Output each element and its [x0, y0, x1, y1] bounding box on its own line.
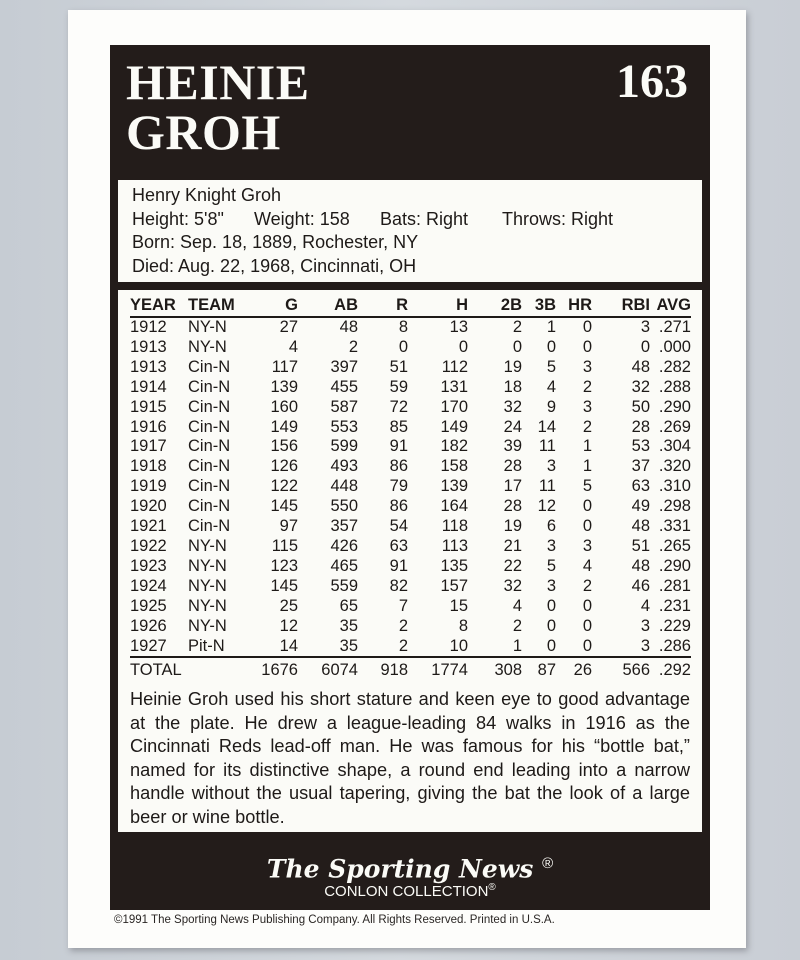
stats-row [130, 517, 691, 537]
total-hr: 26 [556, 657, 592, 682]
conlon-collection [110, 879, 710, 901]
cell-2b: 2 [512, 318, 522, 336]
cell-rbi: 4 [640, 596, 650, 615]
cell-year: 1913 [130, 357, 167, 376]
cell-2b: 4 [512, 596, 522, 615]
cell-g: 12 [279, 616, 298, 635]
col-avg: AVG [650, 294, 691, 317]
stats-body [130, 317, 691, 657]
cell-ab: 493 [330, 457, 358, 476]
cell-3b: 0 [546, 337, 556, 356]
cell-year: 1926 [130, 616, 167, 635]
cell-r: 51 [389, 357, 408, 376]
cell-g: 122 [270, 477, 298, 496]
cell-year: 1919 [130, 477, 167, 496]
stats-row [130, 597, 691, 617]
cell-g: 115 [271, 536, 298, 555]
cell-g: 4 [288, 337, 298, 356]
throws: Throws: Right [502, 208, 614, 229]
cell-hr: 1 [582, 457, 592, 476]
cell-team: NY-N [188, 596, 227, 615]
cell-g: 97 [279, 517, 298, 536]
cell-team: Cin-N [188, 497, 231, 516]
cell-r: 2 [398, 616, 408, 635]
cell-r: 85 [389, 417, 408, 436]
col-team: TEAM [188, 294, 250, 317]
cell-3b: 3 [546, 576, 556, 595]
cell-year: 1912 [130, 318, 167, 336]
cell-year: 1921 [130, 517, 167, 536]
cell-team: Pit-N [188, 636, 225, 655]
cell-hr: 2 [582, 417, 592, 436]
cell-2b: 0 [512, 337, 522, 356]
cell-team: NY-N [188, 536, 227, 555]
cell-team: Cin-N [188, 397, 231, 416]
cell-team: Cin-N [188, 517, 231, 536]
cell-3b: 14 [537, 417, 556, 436]
stats-row [130, 338, 691, 358]
cell-3b: 5 [546, 357, 556, 376]
cell-h: 158 [440, 457, 468, 476]
cell-hr: 3 [582, 357, 592, 376]
player-first-name: HEINIE [126, 54, 310, 110]
cell-hr: 3 [582, 536, 592, 555]
cell-rbi: 53 [631, 437, 650, 456]
cell-3b: 11 [538, 437, 556, 456]
cell-r: 72 [389, 397, 408, 416]
cell-g: 25 [279, 596, 298, 615]
cell-r: 91 [389, 437, 408, 456]
stats-row [130, 457, 691, 477]
cell-avg: .229 [658, 616, 691, 635]
total-label: TOTAL [130, 657, 250, 682]
cell-rbi: 51 [631, 536, 650, 555]
col-hr: HR [556, 294, 592, 317]
cell-year: 1920 [130, 497, 167, 516]
cell-avg: .231 [658, 596, 691, 615]
cell-r: 86 [389, 497, 408, 516]
stats-row [130, 617, 691, 637]
cell-hr: 0 [582, 497, 592, 516]
cell-h: 182 [440, 437, 468, 456]
cell-3b: 12 [537, 497, 556, 516]
cell-ab: 553 [330, 417, 358, 436]
cell-r: 79 [389, 477, 408, 496]
cell-2b: 28 [503, 497, 522, 516]
cell-3b: 0 [546, 596, 556, 615]
cell-rbi: 28 [631, 417, 650, 436]
cell-h: 131 [440, 377, 468, 396]
stats-row [130, 637, 691, 658]
cell-h: 8 [458, 616, 468, 635]
total-r: 918 [358, 657, 408, 682]
cell-2b: 22 [503, 556, 522, 575]
stats-row [130, 577, 691, 597]
cell-ab: 65 [339, 596, 358, 615]
cell-2b: 19 [503, 517, 522, 536]
cell-3b: 5 [546, 556, 556, 575]
cell-hr: 0 [582, 337, 592, 356]
cell-team: Cin-N [188, 377, 231, 396]
cell-team: Cin-N [188, 437, 231, 456]
cell-ab: 559 [330, 576, 358, 595]
cell-g: 145 [270, 497, 298, 516]
cell-r: 0 [398, 337, 408, 356]
cell-hr: 2 [582, 377, 592, 396]
stats-table [130, 294, 691, 682]
cell-team: Cin-N [188, 457, 231, 476]
cell-year: 1927 [130, 636, 167, 655]
cell-h: 164 [440, 497, 468, 516]
cell-year: 1922 [130, 536, 167, 555]
cell-avg: .298 [658, 497, 691, 516]
career-blurb: Heinie Groh used his short stature and keen eye to good advantage at the plate. He drew a league-leading 84 walks in 1916 as the Cincinnati Reds lead-off man. He was famous for his “bottle bat,” named for its distinctive shape, a round end leading into a narrow handle without the usual tapering, giving the bat the look of a large beer or wine bottle. [130, 689, 690, 827]
cell-hr: 0 [582, 636, 592, 655]
cell-r: 82 [389, 576, 408, 595]
cell-avg: .286 [658, 636, 691, 655]
cell-ab: 35 [339, 636, 358, 655]
cell-h: 135 [440, 556, 468, 575]
registered-mark-icon: ® [542, 855, 554, 872]
collection-name: CONLON COLLECTION [324, 883, 489, 900]
cell-g: 117 [271, 357, 298, 376]
cell-year: 1918 [130, 457, 167, 476]
cell-2b: 21 [503, 536, 522, 555]
cell-ab: 426 [330, 536, 358, 555]
total-g: 1676 [250, 657, 298, 682]
cell-g: 126 [270, 457, 298, 476]
cell-ab: 48 [339, 318, 358, 336]
cell-year: 1925 [130, 596, 167, 615]
cell-team: Cin-N [188, 477, 231, 496]
cell-rbi: 0 [640, 337, 650, 356]
cell-g: 145 [270, 576, 298, 595]
cell-ab: 465 [330, 556, 358, 575]
cell-hr: 0 [582, 616, 592, 635]
cell-team: NY-N [188, 616, 227, 635]
card-number: 163 [616, 55, 688, 108]
cell-3b: 0 [546, 616, 556, 635]
stats-row [130, 477, 691, 497]
height: Height: 5'8" [132, 208, 224, 229]
cell-avg: .304 [658, 437, 691, 456]
cell-ab: 455 [330, 377, 358, 396]
cell-team: Cin-N [188, 357, 231, 376]
cell-ab: 599 [330, 437, 358, 456]
stats-row [130, 418, 691, 438]
cell-2b: 32 [503, 576, 522, 595]
total-avg: .292 [650, 657, 691, 682]
cell-avg: .290 [658, 556, 691, 575]
cell-g: 160 [270, 397, 298, 416]
total-3b: 87 [522, 657, 556, 682]
cell-r: 86 [389, 457, 408, 476]
cell-2b: 1 [512, 636, 522, 655]
stats-row [130, 557, 691, 577]
cell-ab: 397 [330, 357, 358, 376]
player-name [126, 54, 310, 160]
cell-avg: .290 [658, 397, 691, 416]
cell-r: 8 [398, 318, 408, 336]
cell-hr: 0 [582, 318, 592, 336]
cell-h: 170 [440, 397, 468, 416]
cell-avg: .265 [658, 536, 691, 555]
stats-row [130, 317, 691, 338]
cell-year: 1914 [130, 377, 167, 396]
cell-h: 139 [440, 477, 468, 496]
cell-year: 1913 [130, 337, 167, 356]
cell-avg: .271 [658, 318, 691, 336]
cell-hr: 5 [582, 477, 592, 496]
cell-rbi: 48 [631, 556, 650, 575]
cell-avg: .288 [658, 377, 691, 396]
cell-g: 149 [270, 417, 298, 436]
cell-h: 113 [441, 536, 468, 555]
cell-ab: 2 [348, 337, 358, 356]
cell-team: NY-N [188, 556, 227, 575]
cell-2b: 18 [503, 377, 522, 396]
cell-rbi: 3 [640, 616, 650, 635]
cell-ab: 448 [330, 477, 358, 496]
total-ab: 6074 [298, 657, 358, 682]
cell-3b: 0 [546, 636, 556, 655]
cell-g: 14 [279, 636, 298, 655]
cell-3b: 11 [538, 477, 556, 496]
registered-mark-icon: ® [488, 882, 496, 893]
cell-rbi: 48 [631, 357, 650, 376]
cell-year: 1915 [130, 397, 167, 416]
cell-g: 27 [279, 318, 298, 336]
cell-hr: 1 [582, 437, 592, 456]
bats: Bats: Right [380, 208, 469, 229]
cell-2b: 39 [503, 437, 522, 456]
cell-rbi: 37 [631, 457, 650, 476]
cell-h: 0 [458, 337, 468, 356]
cell-hr: 2 [582, 576, 592, 595]
cell-avg: .281 [658, 576, 691, 595]
cell-r: 7 [398, 596, 408, 615]
cell-rbi: 46 [631, 576, 650, 595]
cell-ab: 550 [330, 497, 358, 516]
stats-row [130, 537, 691, 557]
col-rbi: RBI [592, 294, 650, 317]
cell-avg: .320 [658, 457, 691, 476]
cell-2b: 24 [503, 417, 522, 436]
stats-row [130, 358, 691, 378]
col-g: G [250, 294, 298, 317]
cell-r: 54 [389, 517, 408, 536]
cell-h: 15 [449, 596, 468, 615]
cell-3b: 1 [546, 318, 556, 336]
cell-year: 1923 [130, 556, 167, 575]
cell-hr: 4 [582, 556, 592, 575]
cell-rbi: 63 [631, 477, 650, 496]
copyright-notice: ©1991 The Sporting News Publishing Company. All Rights Reserved. Printed in U.S.A. [114, 914, 555, 926]
cell-3b: 6 [546, 517, 556, 536]
full-name: Henry Knight Groh [132, 185, 282, 205]
died: Died: Aug. 22, 1968, Cincinnati, OH [132, 255, 417, 276]
stats-header-row [130, 294, 691, 317]
cell-rbi: 48 [631, 517, 650, 536]
cell-avg: .282 [658, 357, 691, 376]
cell-2b: 17 [503, 477, 522, 496]
cell-g: 123 [270, 556, 298, 575]
cell-team: NY-N [188, 337, 227, 356]
cell-r: 59 [389, 377, 408, 396]
bio-box [118, 180, 702, 282]
cell-rbi: 3 [640, 636, 650, 655]
col-h: H [408, 294, 468, 317]
cell-team: Cin-N [188, 417, 231, 436]
col-3b: 3B [522, 294, 556, 317]
cell-team: NY-N [188, 318, 227, 336]
cell-h: 112 [441, 357, 468, 376]
cell-h: 13 [449, 318, 468, 336]
stats-row [130, 398, 691, 418]
cell-3b: 4 [546, 377, 556, 396]
total-h: 1774 [408, 657, 468, 682]
cell-h: 157 [440, 576, 468, 595]
col-r: R [358, 294, 408, 317]
cell-h: 118 [441, 517, 468, 536]
brand-name: The Sporting News [266, 854, 534, 884]
cell-rbi: 3 [640, 318, 650, 336]
cell-2b: 32 [503, 397, 522, 416]
cell-year: 1917 [130, 437, 167, 456]
cell-2b: 28 [503, 457, 522, 476]
born: Born: Sep. 18, 1889, Rochester, NY [132, 232, 419, 252]
cell-team: NY-N [188, 576, 227, 595]
cell-avg: .331 [658, 517, 691, 536]
cell-2b: 19 [503, 357, 522, 376]
cell-r: 63 [389, 536, 408, 555]
cell-2b: 2 [512, 616, 522, 635]
cell-ab: 35 [339, 616, 358, 635]
stats-row [130, 437, 691, 457]
stats-total-row [130, 657, 691, 682]
cell-hr: 0 [582, 596, 592, 615]
cell-avg: .310 [658, 477, 691, 496]
baseball-card-back [68, 10, 746, 948]
total-2b: 308 [468, 657, 522, 682]
cell-3b: 9 [546, 397, 556, 416]
stats-row [130, 497, 691, 517]
cell-h: 10 [449, 636, 468, 655]
cell-h: 149 [440, 417, 468, 436]
cell-ab: 357 [330, 517, 358, 536]
cell-g: 139 [270, 377, 298, 396]
cell-rbi: 49 [631, 497, 650, 516]
cell-rbi: 32 [631, 377, 650, 396]
stats-row [130, 378, 691, 398]
card-panel [110, 45, 710, 910]
cell-g: 156 [270, 437, 298, 456]
cell-3b: 3 [546, 457, 556, 476]
weight: Weight: 158 [254, 208, 350, 229]
total-rbi: 566 [592, 657, 650, 682]
cell-year: 1916 [130, 417, 167, 436]
cell-3b: 3 [546, 536, 556, 555]
col-2b: 2B [468, 294, 522, 317]
cell-r: 2 [398, 636, 408, 655]
col-year: YEAR [130, 294, 188, 317]
cell-avg: .000 [658, 337, 691, 356]
cell-avg: .269 [658, 417, 691, 436]
cell-ab: 587 [330, 397, 358, 416]
cell-rbi: 50 [631, 397, 650, 416]
player-last-name: GROH [126, 104, 281, 160]
cell-r: 91 [389, 556, 408, 575]
cell-hr: 3 [582, 397, 592, 416]
cell-year: 1924 [130, 576, 167, 595]
stats-box [118, 290, 702, 832]
cell-hr: 0 [582, 517, 592, 536]
col-ab: AB [298, 294, 358, 317]
